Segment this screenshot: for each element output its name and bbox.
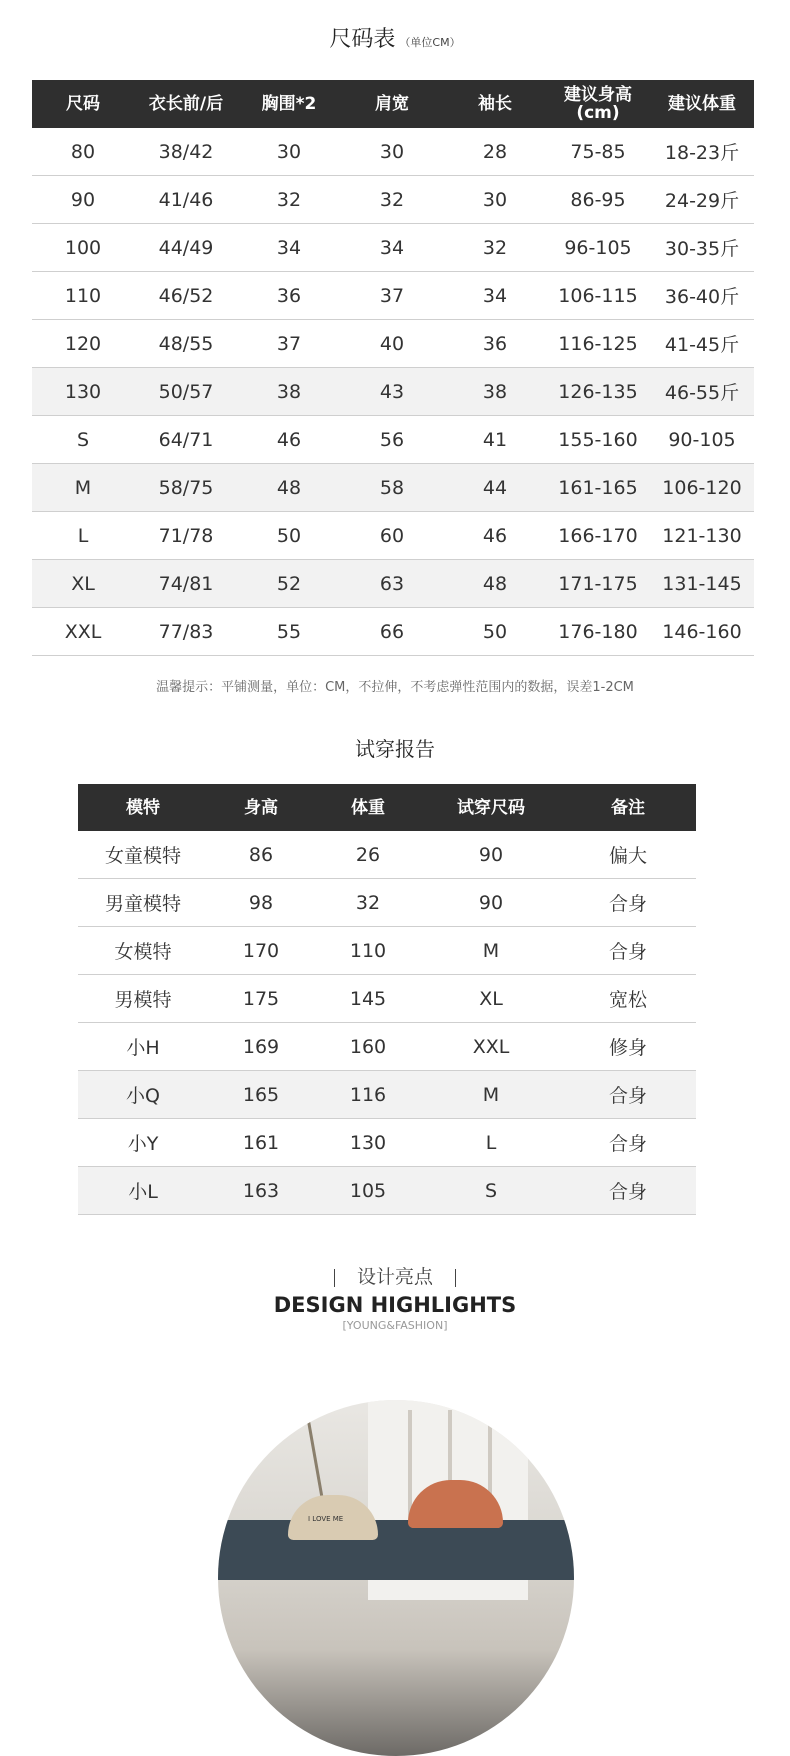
size-chart-cell: M [32,464,134,512]
size-chart-header-cell: 胸围*2 [238,80,340,128]
fit-report-cell: L [422,1119,560,1167]
size-chart-cell: L [32,512,134,560]
table-row [78,1023,696,1071]
fit-report-header-cell: 试穿尺码 [422,784,560,831]
fit-report-cell: 86 [208,831,314,879]
size-chart-cell: 106-120 [650,464,754,512]
fit-report-cell: 32 [314,879,422,927]
fit-report-cell: 女模特 [78,927,208,975]
size-chart-cell: 34 [238,224,340,272]
fit-report-header-cell: 模特 [78,784,208,831]
table-row [32,464,754,512]
table-row [78,1119,696,1167]
size-chart-cell: 34 [340,224,444,272]
size-chart-cell: 66 [340,608,444,656]
size-chart-cell: 32 [238,176,340,224]
fit-report-header-row [78,784,696,831]
fit-report-cell: 98 [208,879,314,927]
size-chart-cell: 58/75 [134,464,238,512]
size-chart-title [0,22,790,53]
size-chart-cell: 36 [238,272,340,320]
size-chart-cell: 28 [444,128,546,176]
fit-report-cell: 163 [208,1167,314,1215]
size-chart-cell: 77/83 [134,608,238,656]
fit-report-cell: 男模特 [78,975,208,1023]
size-chart-cell: 46 [444,512,546,560]
table-row [32,560,754,608]
table-row [32,368,754,416]
size-chart-cell: XL [32,560,134,608]
size-chart-cell: 34 [444,272,546,320]
size-chart-cell: 41-45斤 [650,320,754,368]
size-chart-title-text: 尺码表 [329,27,396,52]
fit-report-header-cell: 备注 [560,784,696,831]
fit-report-cell: 26 [314,831,422,879]
size-chart-cell: 74/81 [134,560,238,608]
fit-report-cell: 161 [208,1119,314,1167]
size-chart-cell: 166-170 [546,512,650,560]
fit-report-cell: 合身 [560,1119,696,1167]
size-chart-cell: 120 [32,320,134,368]
size-chart-cell: 30 [444,176,546,224]
size-chart-cell: 40 [340,320,444,368]
fit-report-cell: 小H [78,1023,208,1071]
fit-report-cell: M [422,1071,560,1119]
size-chart-cell: 48 [444,560,546,608]
size-chart-cell: 55 [238,608,340,656]
table-row [78,831,696,879]
table-row [32,272,754,320]
fit-report-cell: XXL [422,1023,560,1071]
size-chart-cell: 48 [238,464,340,512]
table-row [32,608,754,656]
highlights-title-zh-text: 设计亮点 [356,1266,433,1288]
size-chart-cell: 60 [340,512,444,560]
table-row [78,879,696,927]
fit-report-cell: 90 [422,831,560,879]
fit-report-cell: 小Y [78,1119,208,1167]
size-chart-cell: 80 [32,128,134,176]
size-chart-cell: 41/46 [134,176,238,224]
size-chart-cell: 155-160 [546,416,650,464]
fit-report-cell: S [422,1167,560,1215]
fit-report-header-cell: 体重 [314,784,422,831]
size-chart-cell: 41 [444,416,546,464]
fit-report-table [78,784,696,1215]
size-chart-unit: （单位CM） [399,36,461,49]
size-chart-cell: 106-115 [546,272,650,320]
size-chart-cell: 44/49 [134,224,238,272]
size-chart-cell: 58 [340,464,444,512]
fit-report-cell: 130 [314,1119,422,1167]
size-chart-cell: 90-105 [650,416,754,464]
size-chart-cell: 96-105 [546,224,650,272]
size-chart-cell: 37 [238,320,340,368]
size-chart-header-cell: 建议体重 [650,80,754,128]
fit-report-cell: 116 [314,1071,422,1119]
size-chart-cell: 44 [444,464,546,512]
size-chart-cell: 37 [340,272,444,320]
size-chart-cell: 121-130 [650,512,754,560]
size-chart-cell: 48/55 [134,320,238,368]
fit-report-cell: 宽松 [560,975,696,1023]
table-row [32,128,754,176]
size-chart-cell: 36-40斤 [650,272,754,320]
fit-report-cell: 小L [78,1167,208,1215]
fit-report-cell: XL [422,975,560,1023]
size-chart-cell: 30-35斤 [650,224,754,272]
fit-report-cell: 修身 [560,1023,696,1071]
fit-report-cell: 110 [314,927,422,975]
size-chart-cell: 50/57 [134,368,238,416]
size-chart-cell: 110 [32,272,134,320]
size-chart-cell: 161-165 [546,464,650,512]
photo-tree [305,1410,324,1499]
cap-lettering: I LOVE ME [308,1515,344,1523]
size-chart-header-cell: 尺码 [32,80,134,128]
fit-report-cell: 105 [314,1167,422,1215]
size-chart-cell: 24-29斤 [650,176,754,224]
size-chart-cell: 75-85 [546,128,650,176]
table-row [78,1071,696,1119]
table-row [32,320,754,368]
size-chart-cell: 30 [238,128,340,176]
fit-report-header-cell: 身高 [208,784,314,831]
size-chart-cell: 90 [32,176,134,224]
size-chart-header-cell: 肩宽 [340,80,444,128]
size-chart-cell: 46 [238,416,340,464]
table-row [32,512,754,560]
size-chart-cell: 130 [32,368,134,416]
size-chart-table [32,80,754,656]
size-chart-cell: 64/71 [134,416,238,464]
size-chart-tip: 温馨提示：平铺测量，单位：CM，不拉伸，不考虑弹性范围内的数据，误差1-2CM [156,680,634,695]
divider-right [455,1269,456,1287]
fit-report-body [78,831,696,1215]
fit-report-cell: 合身 [560,879,696,927]
size-chart-cell: XXL [32,608,134,656]
size-chart-body [32,128,754,656]
size-chart-cell: 46-55斤 [650,368,754,416]
table-row [78,927,696,975]
table-row [78,975,696,1023]
fit-report-cell: M [422,927,560,975]
size-chart-header-cell: 衣长前/后 [134,80,238,128]
size-chart-cell: 56 [340,416,444,464]
size-chart-cell: 30 [340,128,444,176]
size-chart-cell: 36 [444,320,546,368]
size-chart-cell: 38 [238,368,340,416]
size-chart-cell: 176-180 [546,608,650,656]
size-chart-cell: 86-95 [546,176,650,224]
size-chart-header-cell: 建议身高 (cm) [546,80,650,128]
size-chart-cell: 171-175 [546,560,650,608]
fit-report-cell: 合身 [560,927,696,975]
fit-report-cell: 169 [208,1023,314,1071]
size-chart-cell: 50 [444,608,546,656]
fit-report-cell: 合身 [560,1167,696,1215]
size-chart-cell: 43 [340,368,444,416]
size-chart-cell: 126-135 [546,368,650,416]
table-row [32,224,754,272]
size-chart-cell: 52 [238,560,340,608]
table-row [32,416,754,464]
fit-report-cell: 男童模特 [78,879,208,927]
table-row [32,176,754,224]
fit-report-cell: 合身 [560,1071,696,1119]
highlights-subtitle: [YOUNG&FASHION] [342,1319,448,1332]
size-chart-header-cell: 袖长 [444,80,546,128]
fit-report-cell: 偏大 [560,831,696,879]
fit-report-cell: 165 [208,1071,314,1119]
size-chart-cell: 63 [340,560,444,608]
product-photo [218,1400,574,1756]
size-chart-cell: 131-145 [650,560,754,608]
highlights-title-zh [0,1262,790,1289]
table-row [78,1167,696,1215]
size-chart-cell: 46/52 [134,272,238,320]
highlights-title-en: DESIGN HIGHLIGHTS [273,1293,517,1317]
size-chart-cell: 100 [32,224,134,272]
fit-report-cell: 90 [422,879,560,927]
size-chart-cell: 32 [444,224,546,272]
fit-report-cell: 175 [208,975,314,1023]
photo-car [218,1520,574,1580]
fit-report-cell: 女童模特 [78,831,208,879]
size-chart-cell: 146-160 [650,608,754,656]
size-chart-cell: 71/78 [134,512,238,560]
size-chart-cell: 50 [238,512,340,560]
size-chart-cell: 38 [444,368,546,416]
size-chart-cell: 116-125 [546,320,650,368]
size-chart-cell: 18-23斤 [650,128,754,176]
fit-report-cell: 160 [314,1023,422,1071]
size-chart-cell: 38/42 [134,128,238,176]
fit-report-cell: 145 [314,975,422,1023]
size-chart-cell: S [32,416,134,464]
size-chart-cell: 32 [340,176,444,224]
fit-report-title: 试穿报告 [355,737,435,761]
divider-left [334,1269,335,1287]
size-chart-header-row [32,80,754,128]
fit-report-cell: 170 [208,927,314,975]
fit-report-cell: 小Q [78,1071,208,1119]
